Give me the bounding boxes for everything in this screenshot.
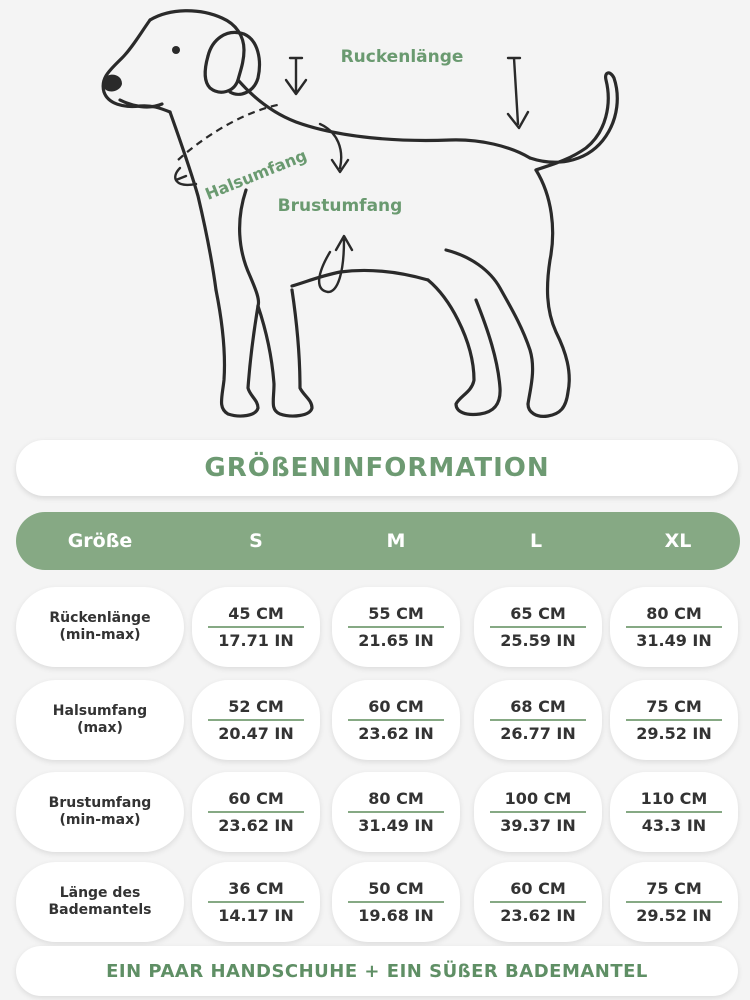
- row-label: [16, 772, 184, 852]
- dog-eye: [172, 46, 180, 54]
- label-chest: Brustumfang: [277, 196, 403, 216]
- cm-value: 110 CM: [640, 789, 708, 808]
- table-row-back-length: [0, 587, 750, 667]
- inch-value: 29.52 IN: [636, 724, 712, 743]
- row-label-line1: Rückenlänge: [49, 610, 151, 626]
- inch-value: 23.62 IN: [218, 816, 294, 835]
- dog-belly: [292, 270, 428, 286]
- dog-snout: [103, 20, 170, 112]
- header-size-s: S: [249, 530, 263, 552]
- chest-arrow-bottom: [319, 236, 352, 292]
- inch-value: 25.59 IN: [500, 631, 576, 650]
- table-row-robe-length: [0, 862, 750, 942]
- row-label: [16, 862, 184, 942]
- inch-value: 17.71 IN: [218, 631, 294, 650]
- cm-value: 60 CM: [228, 789, 284, 808]
- size-cell: [610, 587, 738, 667]
- cm-value: 68 CM: [510, 697, 566, 716]
- cm-value: 80 CM: [646, 604, 702, 623]
- row-label-line2: (min-max): [59, 812, 141, 828]
- size-cell: [474, 862, 602, 942]
- dog-back: [238, 80, 530, 158]
- cm-value: 60 CM: [368, 697, 424, 716]
- size-cell: [474, 680, 602, 760]
- cm-value: 52 CM: [228, 697, 284, 716]
- size-cell: [610, 862, 738, 942]
- size-cell: [332, 862, 460, 942]
- size-cell: [192, 587, 320, 667]
- size-cell: [192, 680, 320, 760]
- inch-value: 31.49 IN: [358, 816, 434, 835]
- cm-value: 80 CM: [368, 789, 424, 808]
- size-cell: [332, 587, 460, 667]
- dog-chest-line: [240, 190, 259, 306]
- header-size-l: L: [529, 530, 543, 552]
- dog-nose: [104, 75, 122, 92]
- row-label: [16, 587, 184, 667]
- size-cell: [192, 772, 320, 852]
- row-label: [16, 680, 184, 760]
- inch-value: 43.3 IN: [641, 816, 707, 835]
- row-label-line1: Halsumfang: [52, 703, 148, 719]
- back-arrow-right: [508, 58, 528, 128]
- inch-value: 20.47 IN: [218, 724, 294, 743]
- table-row-neck: [0, 680, 750, 760]
- dog-hind-leg-outer: [528, 170, 569, 416]
- cm-value: 36 CM: [228, 879, 284, 898]
- dog-measurement-illustration: [0, 0, 750, 440]
- cm-value: 75 CM: [646, 697, 702, 716]
- inch-value: 26.77 IN: [500, 724, 576, 743]
- row-label-line2: (max): [77, 720, 123, 736]
- dog-tail: [530, 73, 617, 170]
- cm-value: 50 CM: [368, 879, 424, 898]
- dog-hind-leg-inner: [446, 250, 533, 404]
- inch-value: 23.62 IN: [500, 906, 576, 925]
- size-cell: [332, 772, 460, 852]
- cm-value: 65 CM: [510, 604, 566, 623]
- dog-hind-leg-back: [428, 280, 500, 415]
- bundle-footer-text: EIN PAAR HANDSCHUHE + EIN SÜßER BADEMANTEL: [16, 946, 738, 996]
- inch-value: 31.49 IN: [636, 631, 712, 650]
- cm-value: 60 CM: [510, 879, 566, 898]
- cm-value: 45 CM: [228, 604, 284, 623]
- header-size-xl: XL: [664, 530, 692, 552]
- size-cell: [192, 862, 320, 942]
- inch-value: 23.62 IN: [358, 724, 434, 743]
- size-cell: [332, 680, 460, 760]
- header-size-label: Größe: [67, 530, 133, 552]
- cm-value: 100 CM: [504, 789, 572, 808]
- dog-front-leg-front: [216, 290, 258, 416]
- inch-value: 21.65 IN: [358, 631, 434, 650]
- label-neck: Halsumfang: [202, 145, 310, 204]
- inch-value: 39.37 IN: [500, 816, 576, 835]
- header-size-m: M: [386, 530, 406, 552]
- size-cell: [474, 587, 602, 667]
- table-row-chest: [0, 772, 750, 852]
- size-info-title: GRÖßENINFORMATION: [16, 440, 738, 496]
- back-arrow-left: [286, 58, 306, 94]
- row-label-line2: Bademantels: [48, 902, 152, 918]
- cm-value: 75 CM: [646, 879, 702, 898]
- size-cell: [610, 680, 738, 760]
- row-label-line1: Brustumfang: [48, 795, 152, 811]
- inch-value: 29.52 IN: [636, 906, 712, 925]
- inch-value: 14.17 IN: [218, 906, 294, 925]
- inch-value: 19.68 IN: [358, 906, 434, 925]
- cm-value: 55 CM: [368, 604, 424, 623]
- size-header-row: [16, 512, 740, 570]
- row-label-line1: Länge des: [59, 885, 141, 901]
- size-cell: [474, 772, 602, 852]
- dog-head-outline: [150, 11, 244, 92]
- label-back-length: Ruckenlänge: [340, 47, 464, 67]
- row-label-line2: (min-max): [59, 627, 141, 643]
- dog-front-leg-back: [258, 290, 312, 416]
- size-cell: [610, 772, 738, 852]
- collar-dashed-line: [178, 104, 282, 160]
